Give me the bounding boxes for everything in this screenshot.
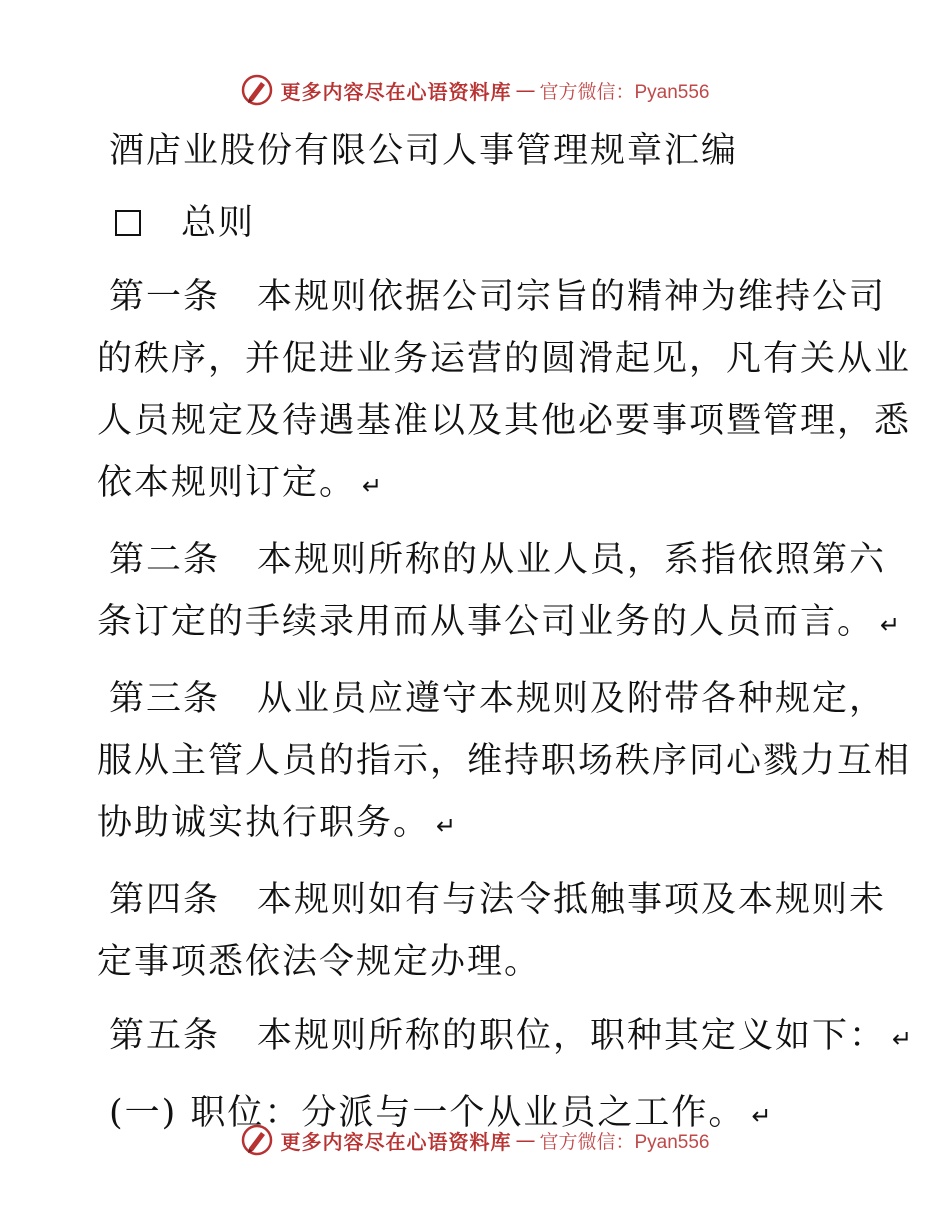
footer-watermark bbox=[0, 1120, 950, 1160]
article-1 bbox=[97, 266, 912, 517]
article-line-last: 条订定的手续录用而从事公司业务的人员而言。 ↵ bbox=[97, 602, 903, 642]
article-line: 第三条 从业员应遵守本规则及附带各种规定， bbox=[109, 679, 887, 719]
header-watermark bbox=[0, 70, 950, 110]
article-line: 第四条 本规则如有与法令抵触事项及本规则未 bbox=[109, 880, 887, 920]
article-line-last: 第五条 本规则所称的职位，职种其定义如下： ↵ bbox=[109, 1016, 915, 1056]
paragraph-mark-icon: ↵ bbox=[362, 472, 385, 500]
article-line-last: 依本规则订定。 ↵ bbox=[97, 463, 385, 503]
paragraph-mark-icon: ↵ bbox=[436, 812, 459, 840]
chapter-title: 总则 bbox=[181, 203, 256, 243]
article-line: 第一条 本规则依据公司宗旨的精神为维持公司 bbox=[109, 277, 887, 317]
document-body bbox=[97, 120, 915, 1147]
paragraph-mark-icon: ↵ bbox=[892, 1025, 915, 1053]
article-3 bbox=[97, 668, 912, 857]
article-4 bbox=[97, 869, 887, 993]
watermark-text: 更多内容尽在心语资料库 bbox=[280, 79, 512, 104]
article-line: 人员规定及待遇基准以及其他必要事项暨管理，悉 bbox=[97, 401, 912, 441]
pen-logo-icon bbox=[240, 73, 274, 107]
watermark-wechat: 官方微信：Pyan556 bbox=[539, 81, 710, 103]
article-line: 服从主管人员的指示，维持职场秩序同心戮力互相 bbox=[97, 741, 912, 781]
paragraph-mark-icon: ↵ bbox=[880, 611, 903, 639]
article-2 bbox=[97, 529, 903, 656]
article-line-last: 定事项悉依法令规定办理。 bbox=[97, 942, 542, 982]
watermark-text: 更多内容尽在心语资料库 bbox=[280, 1129, 512, 1154]
article-line-last: 协助诚实执行职务。 ↵ bbox=[97, 803, 459, 843]
watermark-dash: — bbox=[515, 1128, 536, 1152]
article-line-last: (一) 职位：分派与一个从业员之工作。 ↵ bbox=[109, 1093, 774, 1133]
watermark-dash: — bbox=[515, 78, 536, 102]
article-5 bbox=[97, 1005, 915, 1070]
document-title: 酒店业股份有限公司人事管理规章汇编 bbox=[109, 131, 739, 171]
watermark-wechat: 官方微信：Pyan556 bbox=[539, 1131, 710, 1153]
chapter-heading bbox=[97, 192, 877, 254]
paragraph-mark-icon: ↵ bbox=[751, 1102, 774, 1130]
checkbox-square-icon bbox=[115, 210, 141, 236]
pen-logo-icon bbox=[240, 1123, 274, 1157]
article-line: 的秩序，并促进业务运营的圆滑起见，凡有关从业 bbox=[97, 339, 912, 379]
article-line: 第二条 本规则所称的从业人员，系指依照第六 bbox=[109, 540, 887, 580]
